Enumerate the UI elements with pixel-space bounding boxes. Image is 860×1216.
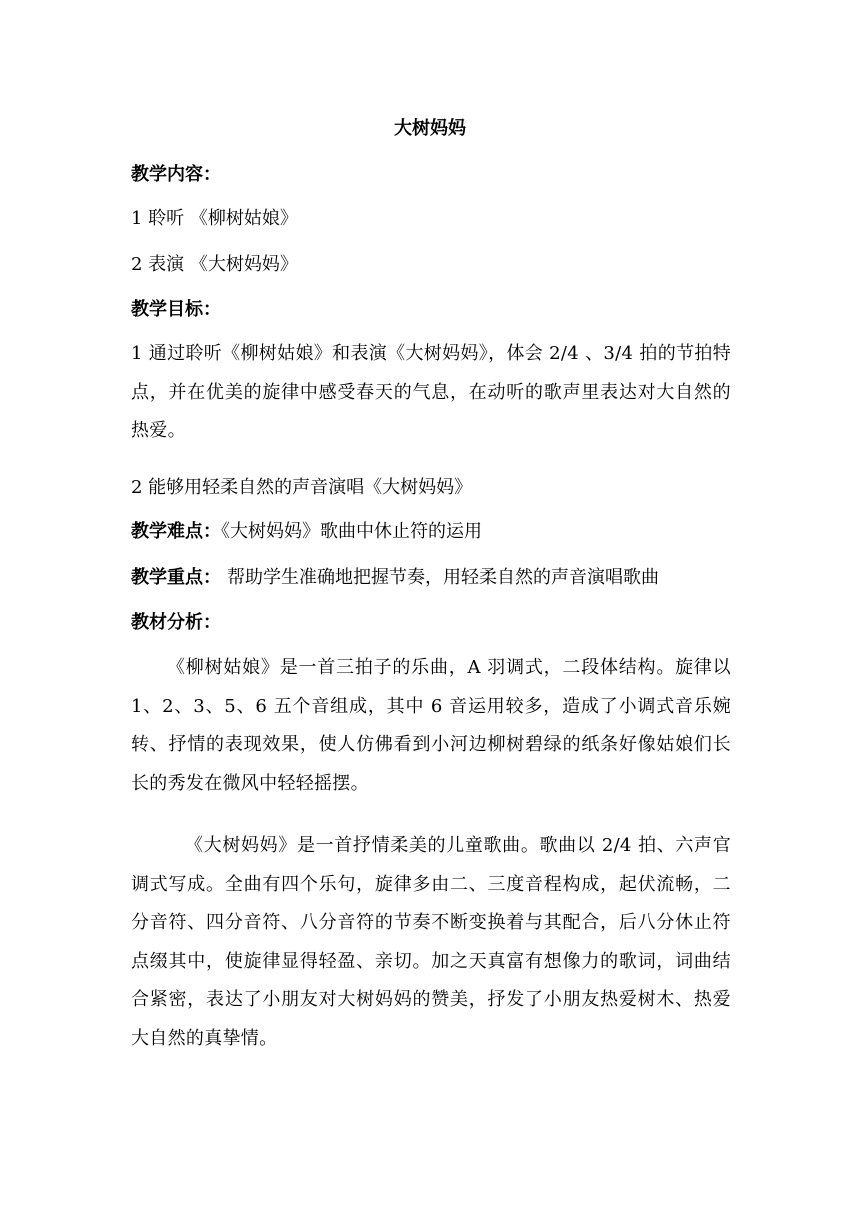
focus-line (131, 565, 741, 591)
analysis-heading: 教材分析： (131, 612, 221, 633)
difficulty-line (131, 519, 741, 545)
focus-text: 帮助学生准确地把握节奏，用轻柔自然的声音演唱歌曲 (227, 567, 659, 588)
goal-1: 1 通过聆听《柳树姑娘》和表演《大树妈妈》，体会 2/4 、3/4 拍的节拍特点，并在优美的旋律中感受春天的气息，在动听的歌声里表达对大自然的热爱。 (131, 343, 731, 441)
goal-2: 2 能够用轻柔自然的声音演唱《大树妈妈》 (131, 477, 473, 498)
analysis-paragraph-2: 《大树妈妈》是一首抒情柔美的儿童歌曲。歌曲以 2/4 拍、六声官调式写成。全曲有四个乐句，旋律多由二、三度音程构成，起伏流畅，二分音符、四分音符、八分音符的节奏不断变换着与其配合，后八分休止符点缀其中，使旋律显得轻盈、亲切。加之天真富有想像力的歌词，词曲结合紧密，表达了小朋友对大树妈妈的赞美，抒发了小朋友热爱树木、热爱大自然的真挚情。 (131, 835, 731, 1049)
difficulty-text: 《大树妈妈》歌曲中休止符的运用 (221, 521, 482, 542)
document-title: 大树妈妈 (394, 118, 466, 139)
content-item-2: 2 表演 《大树妈妈》 (131, 254, 298, 275)
goals-heading: 教学目标： (131, 299, 221, 320)
content-item-1: 1 聆听 《柳树姑娘》 (131, 208, 298, 229)
difficulty-label: 教学难点： (131, 521, 221, 542)
focus-label: 教学重点： (131, 567, 221, 588)
content-heading: 教学内容： (131, 164, 221, 185)
analysis-paragraph-1: 《柳树姑娘》是一首三拍子的乐曲，A 羽调式，二段体结构。旋律以 1、2、3、5、6 五个音组成，其中 6 音运用较多，造成了小调式音乐婉转、抒情的表现效果，使人仿佛看到小河边柳树碧绿的纸条好像姑娘们长长的秀发在微风中轻轻摇摆。 (131, 657, 731, 794)
